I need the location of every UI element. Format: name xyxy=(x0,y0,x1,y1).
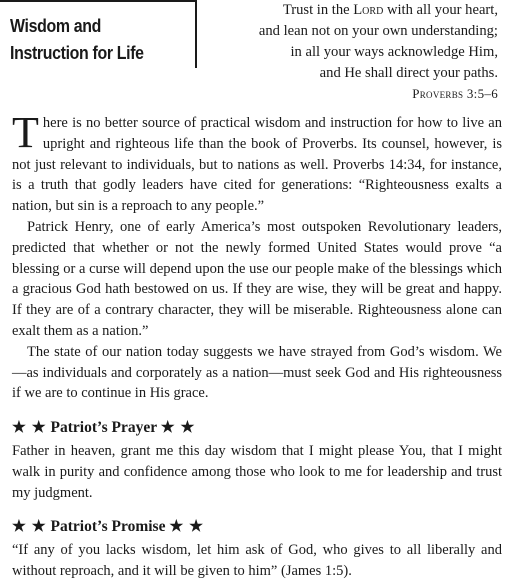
paragraph-1 xyxy=(12,108,502,217)
promise-text: “If any of you lacks wisdom, let him ask of God, who gives to all liberally and without reproach, and it will be given to him” (James 1:5). xyxy=(12,542,502,579)
verse-reference: Proverbs 3:5–6 xyxy=(412,86,498,101)
drop-cap: T xyxy=(12,108,39,157)
star-icon: ★ ★ xyxy=(160,419,196,437)
verse-line-4: and He shall direct your paths. xyxy=(319,65,498,81)
verse-line-1 xyxy=(208,0,498,21)
prayer-text: Father in heaven, grant me this day wisdom that I might please You, that I might walk in purity and confidence among those who look to me for leadership and trust my judgment. xyxy=(12,442,502,501)
page-title-line-2: Instruction for Life xyxy=(10,42,144,63)
paragraph-3: The state of our nation today suggests we have strayed from God’s wisdom. We—as individuals and corporately as a nation—must seek God and His righteousness if we are to continue in His grace. xyxy=(12,343,502,402)
star-icon: ★ ★ xyxy=(12,419,47,437)
verse-line-2: and lean not on your own understanding; xyxy=(258,23,498,39)
scripture-verse xyxy=(208,0,498,84)
prayer-heading xyxy=(12,418,502,439)
promise-heading-text: Patriot’s Promise xyxy=(50,518,166,536)
star-icon: ★ ★ xyxy=(169,518,205,536)
star-icon: ★ ★ xyxy=(12,518,47,536)
paragraph-1-text: here is no better source of practical wisdom and instruction for how to live an upright and righteous life than the book of Proverbs. Its counsel, however, is not just relevant to individuals, but to nations as well. Proverbs 14:34, for instance, is a truth that godly leaders have cited for generations: “Righteousness exalts a nation, but sin is a reproach to any people.” xyxy=(12,115,502,215)
promise-heading xyxy=(12,517,502,538)
verse-line-1-start: Trust in the xyxy=(282,2,354,18)
verse-lord: Lord xyxy=(353,2,384,18)
verse-line-3: in all your ways acknowledge Him, xyxy=(290,44,498,60)
devotional-body xyxy=(12,108,502,582)
paragraph-2: Patrick Henry, one of early America’s most outspoken Revolutionary leaders, predicted that whether or not the newly formed United States would prove “a blessing or a curse will depend upon the use our people make of the blessings which a gracious God hath bestowed on us. If they are wise, they will be great and happy. If they are of a contrary character, they will be miserable. Righteousness alone can exalt them as a nation.” xyxy=(12,218,502,339)
page-title-line-1: Wisdom and xyxy=(10,15,101,36)
prayer-heading-text: Patriot’s Prayer xyxy=(50,419,157,437)
verse-line-1-end: with all your heart, xyxy=(383,2,498,18)
title-box xyxy=(0,0,197,68)
